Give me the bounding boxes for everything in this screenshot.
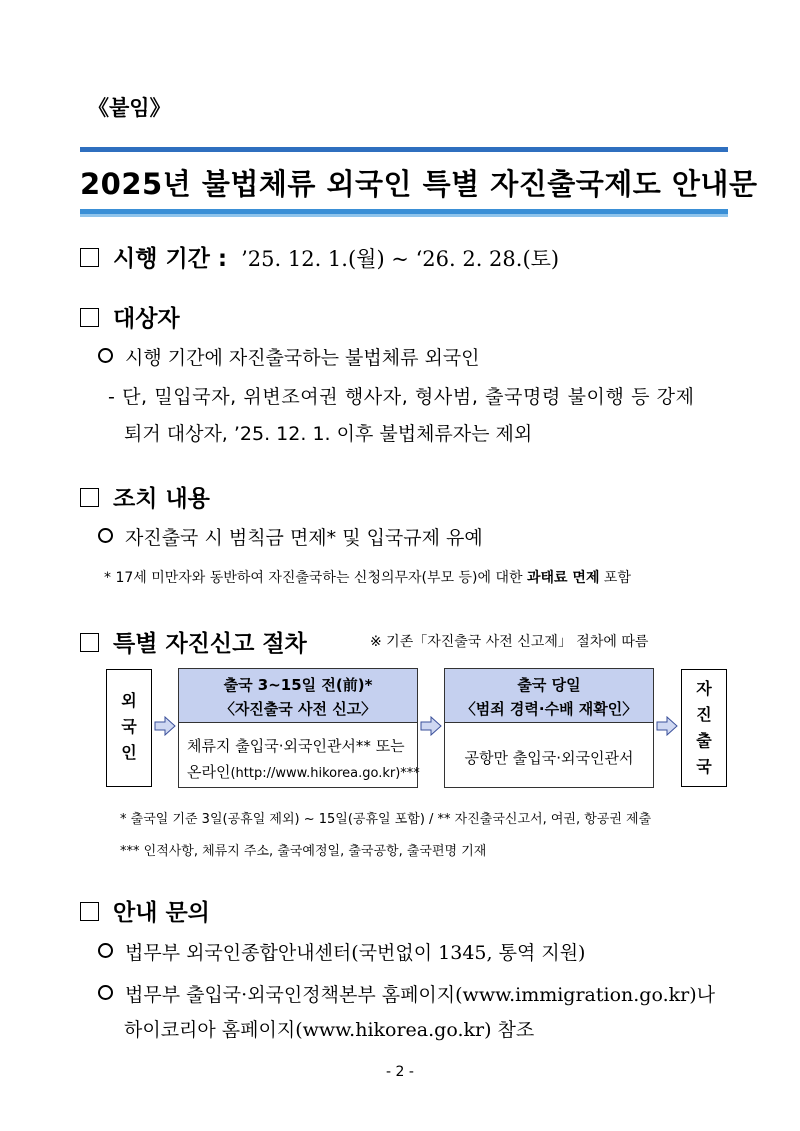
start-box-foreigner bbox=[106, 669, 152, 787]
checkbox-square-icon bbox=[80, 308, 99, 327]
measures-note bbox=[104, 567, 631, 587]
procedure-notes-line2: *** 인적사항, 체류지 주소, 출국예정일, 출국공항, 출국편명 기재 bbox=[120, 844, 487, 859]
section-period-heading: 시행 기간 : bbox=[113, 246, 228, 272]
start-box-char: 외 bbox=[121, 691, 137, 710]
title-bar-bottom-light bbox=[80, 214, 728, 217]
inquiry-bullet2 bbox=[98, 980, 715, 1007]
inquiry-bullet1 bbox=[98, 938, 585, 965]
stage-pre-report-title: 출국 3~15일 전(前)* bbox=[223, 676, 373, 694]
page-number: - 2 - bbox=[386, 1064, 414, 1080]
stage-pre-report-body-line2 bbox=[187, 761, 420, 782]
stage-departure-day-title: 출국 당일 bbox=[517, 676, 581, 694]
title-bar-top bbox=[80, 147, 728, 152]
stage-pre-report-header bbox=[179, 669, 417, 723]
flow-arrow-icon bbox=[656, 716, 678, 736]
end-box-char: 출 bbox=[696, 731, 712, 750]
target-exception-line1: - 단, 밀입국자, 위변조여권 행사자, 형사범, 출국명령 불이행 등 강제 bbox=[108, 386, 695, 408]
page-title: 2025년 불법체류 외국인 특별 자진출국제도 안내문 bbox=[80, 167, 758, 201]
stage-departure-day-subtitle: 〈범죄 경력·수배 재확인〉 bbox=[460, 700, 638, 718]
end-box-char: 국 bbox=[696, 757, 712, 776]
circle-bullet-icon bbox=[98, 985, 113, 1000]
section-target bbox=[80, 300, 180, 333]
section-period bbox=[80, 240, 559, 273]
measures-note-bold: 과태료 면제 bbox=[526, 570, 600, 586]
target-bullet bbox=[98, 343, 480, 370]
measures-note-prefix: * 17세 미만자와 동반하여 자진출국하는 신청의무자(부모 등)에 대한 bbox=[104, 570, 523, 586]
measures-bullet bbox=[98, 523, 483, 550]
checkbox-square-icon bbox=[80, 902, 99, 921]
checkbox-square-icon bbox=[80, 488, 99, 507]
flow-arrow-icon bbox=[420, 716, 442, 736]
stage-departure-day-body-text: 공항만 출입국·외국인관서 bbox=[464, 749, 634, 767]
section-inquiry bbox=[80, 894, 210, 927]
attachment-tag: 《붙임》 bbox=[88, 96, 171, 120]
end-box-char: 진 bbox=[696, 705, 712, 724]
stage-pre-report-body bbox=[179, 725, 420, 787]
inquiry-bullet2-line2: 하이코리아 홈페이지(www.hikorea.go.kr) 참조 bbox=[124, 1019, 535, 1041]
flow-arrow-icon bbox=[154, 716, 176, 736]
section-procedure bbox=[80, 625, 307, 658]
start-box-char: 국 bbox=[121, 717, 137, 736]
hikorea-url: (http://www.hikorea.go.kr)*** bbox=[230, 766, 420, 781]
checkbox-square-icon bbox=[80, 248, 99, 267]
stage-departure-day-header bbox=[445, 669, 653, 723]
end-box-voluntary-departure bbox=[681, 669, 727, 787]
stage-departure-day bbox=[444, 668, 654, 788]
circle-bullet-icon bbox=[98, 943, 113, 958]
start-box-char: 인 bbox=[121, 743, 137, 762]
online-label: 온라인 bbox=[187, 763, 231, 781]
circle-bullet-icon bbox=[98, 348, 113, 363]
stage-pre-report-subtitle: 〈자진출국 사전 신고〉 bbox=[219, 700, 377, 718]
section-measures bbox=[80, 480, 210, 513]
period-value: ’25. 12. 1.(월) ~ ‘26. 2. 28.(토) bbox=[241, 247, 560, 271]
target-bullet-text: 시행 기간에 자진출국하는 불법체류 외국인 bbox=[125, 347, 480, 369]
stage-pre-report bbox=[178, 668, 418, 788]
stage-pre-report-body-line1: 체류지 출입국·외국인관서** 또는 bbox=[187, 737, 405, 755]
section-inquiry-heading: 안내 문의 bbox=[113, 900, 210, 926]
section-measures-heading: 조치 내용 bbox=[113, 486, 210, 512]
end-box-char: 자 bbox=[696, 679, 712, 698]
stage-departure-day-body bbox=[445, 725, 653, 787]
procedure-side-note: ※ 기존「자진출국 사전 신고제」 절차에 따름 bbox=[370, 634, 649, 650]
procedure-notes-line1: * 출국일 기준 3일(공휴일 제외) ~ 15일(공휴일 포함) / ** 자진출국신고서, 여권, 항공권 제출 bbox=[120, 812, 652, 827]
section-procedure-heading: 특별 자진신고 절차 bbox=[113, 631, 307, 657]
inquiry-bullet1-text: 법무부 외국인종합안내센터(국번없이 1345, 통역 지원) bbox=[125, 942, 586, 964]
measures-note-suffix: 포함 bbox=[603, 570, 631, 586]
target-exception-line2: 퇴거 대상자, ’25. 12. 1. 이후 불법체류자는 제외 bbox=[124, 423, 533, 445]
section-target-heading: 대상자 bbox=[113, 306, 180, 332]
inquiry-bullet2-text: 법무부 출입국·외국인정책본부 홈페이지(www.immigration.go.kr)나 bbox=[125, 984, 715, 1006]
checkbox-square-icon bbox=[80, 633, 99, 652]
measures-bullet-text: 자진출국 시 범칙금 면제* 및 입국규제 유예 bbox=[125, 527, 483, 549]
circle-bullet-icon bbox=[98, 528, 113, 543]
